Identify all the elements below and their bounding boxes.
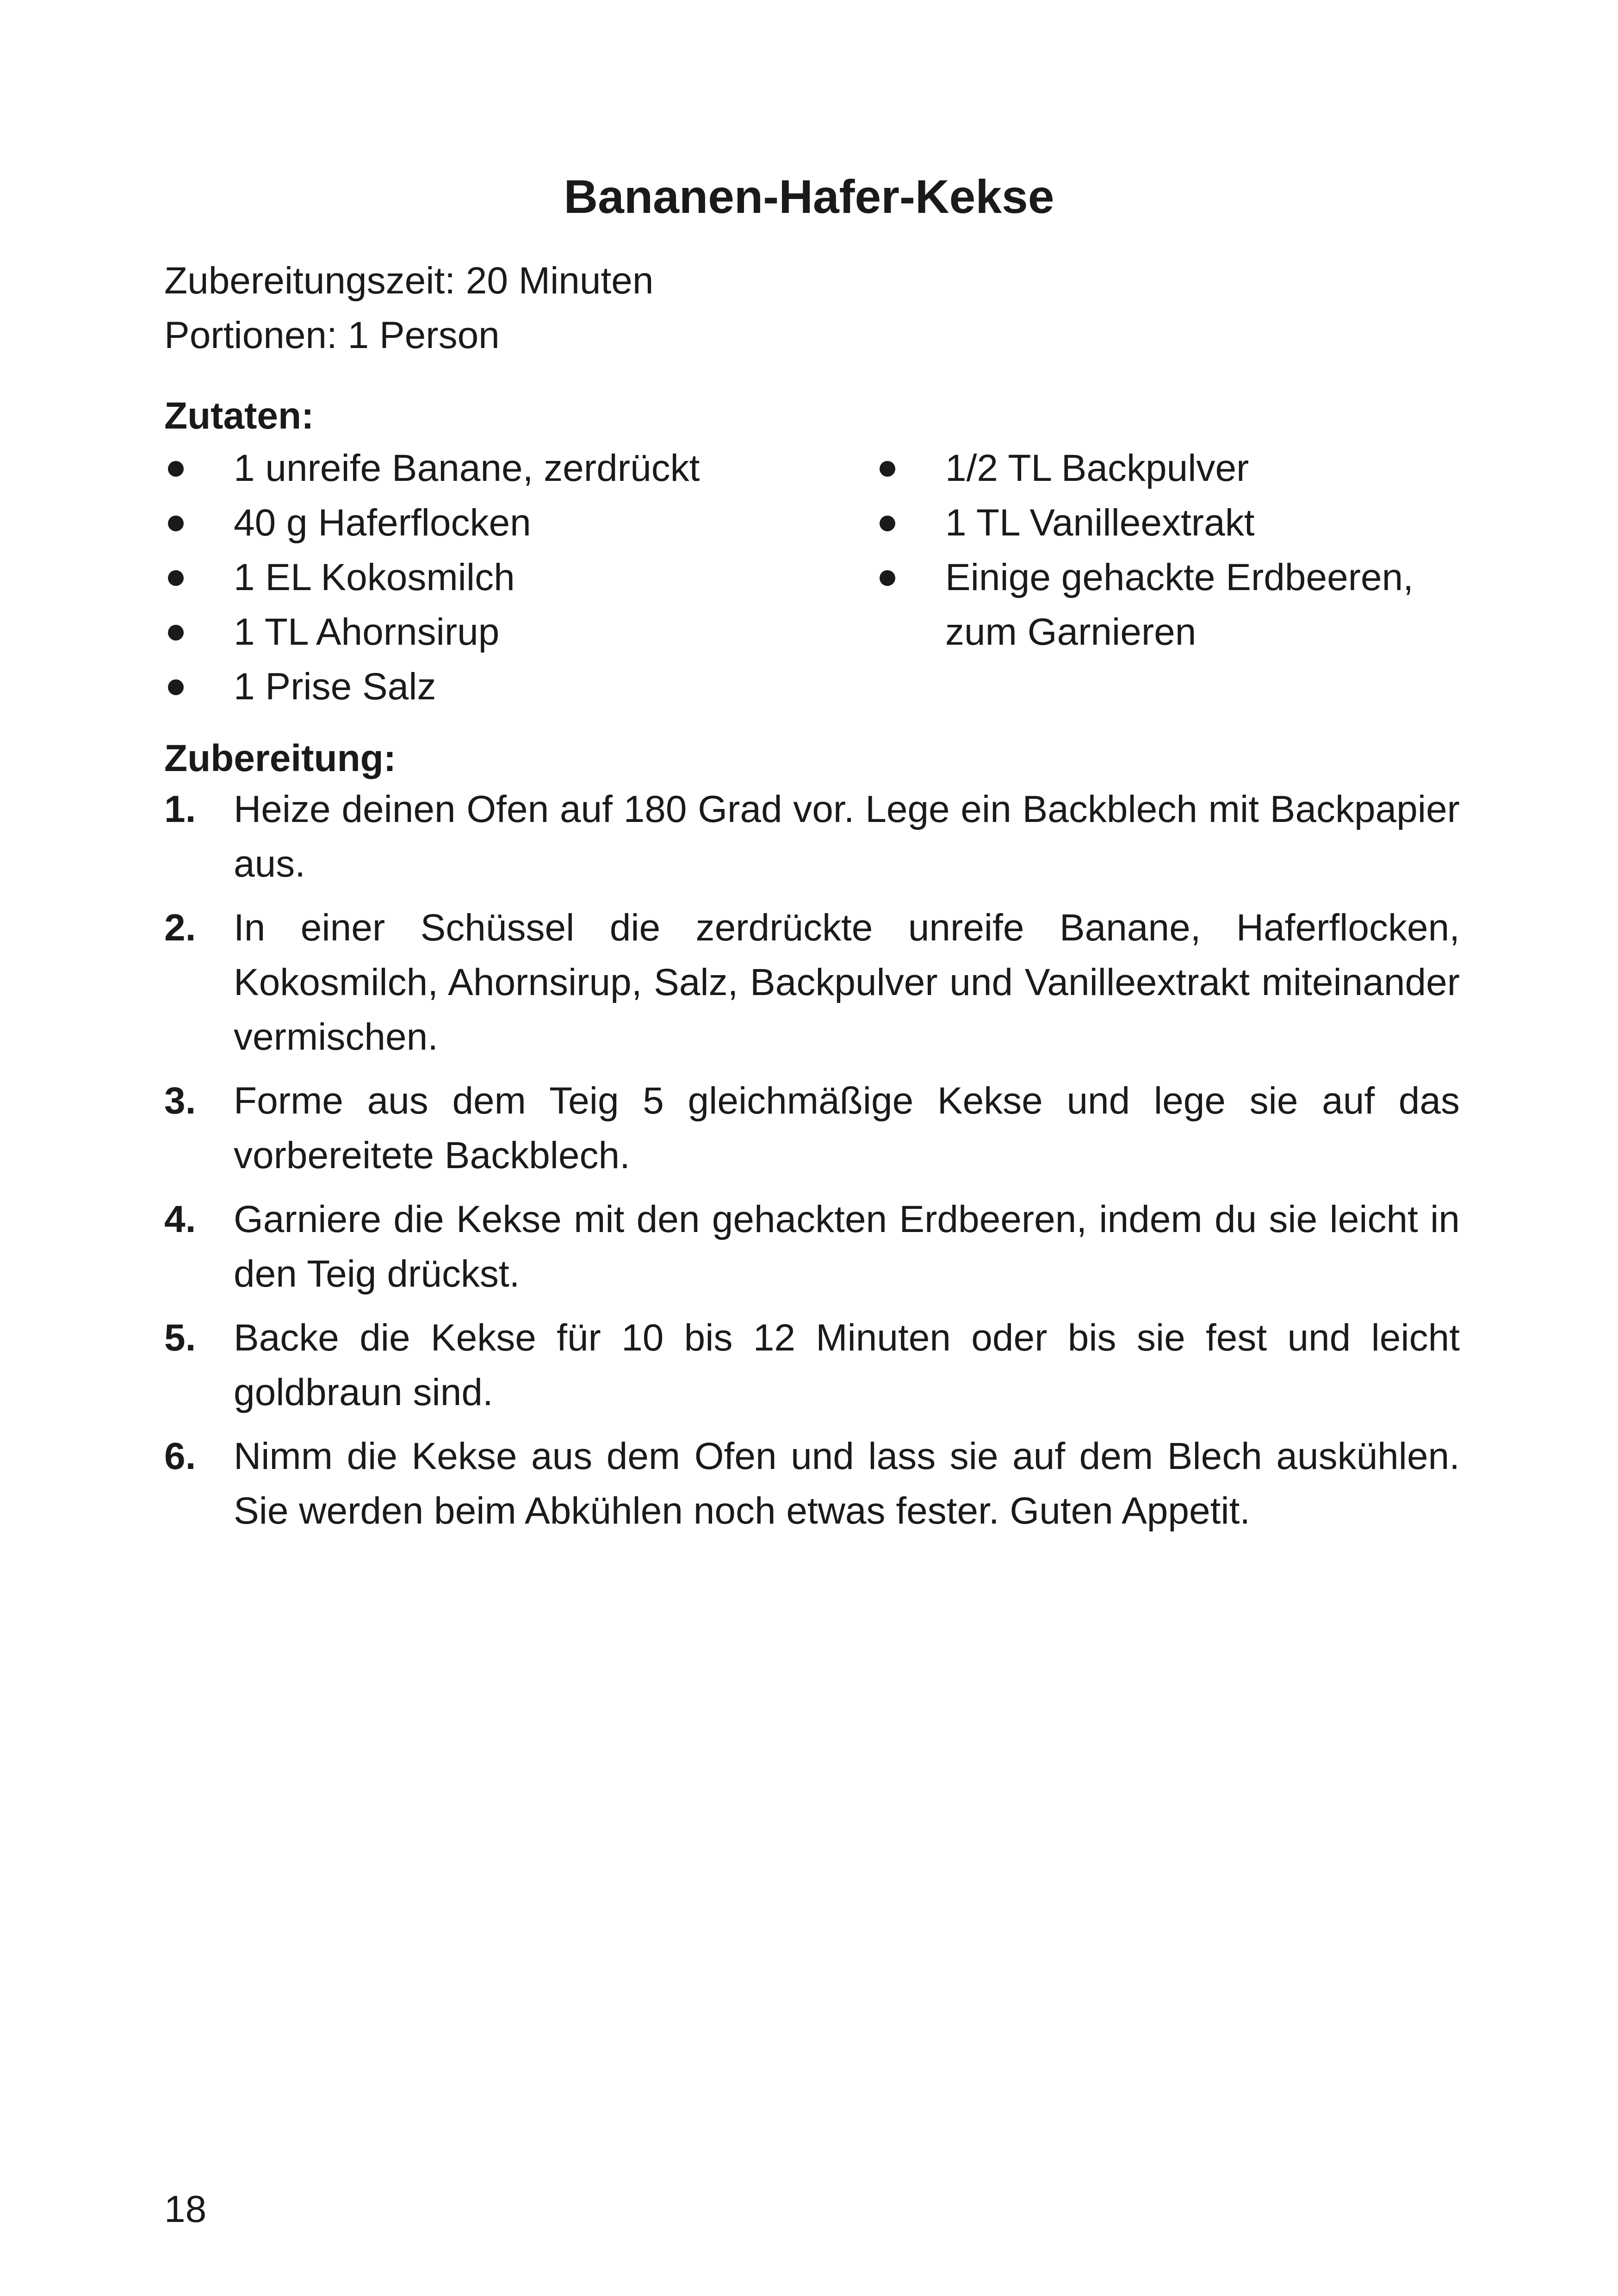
ingredient-item: Einige gehackte Erdbeeren, zum Garnieren — [876, 550, 1477, 660]
preparation-steps — [164, 782, 1460, 1548]
step-text: Garniere die Kekse mit den gehackten Erdbeeren, indem du sie leicht in den Teig drückst. — [234, 1198, 1460, 1295]
servings: Portionen: 1 Person — [164, 314, 500, 356]
bullet-icon — [168, 516, 184, 531]
ingredient-item: 1 EL Kokosmilch — [164, 550, 858, 605]
ingredients-list-right — [876, 441, 1477, 660]
bullet-icon — [168, 570, 184, 586]
prep-time: Zubereitungszeit: 20 Minuten — [164, 260, 654, 302]
step-item — [164, 901, 1460, 1064]
ingredient-item: 1 TL Ahornsirup — [164, 605, 858, 660]
step-number: 5. — [164, 1317, 196, 1359]
ingredient-item: 40 g Haferflocken — [164, 496, 858, 550]
bullet-icon — [880, 570, 895, 586]
bullet-icon — [880, 516, 895, 531]
ingredient-item: 1 TL Vanilleextrakt — [876, 496, 1477, 550]
step-item — [164, 1311, 1460, 1420]
bullet-icon — [168, 679, 184, 695]
step-item — [164, 1429, 1460, 1538]
step-item — [164, 1074, 1460, 1183]
ingredients-heading: Zutaten: — [164, 395, 314, 437]
step-number: 2. — [164, 907, 196, 949]
step-number: 6. — [164, 1435, 196, 1477]
bullet-icon — [168, 625, 184, 641]
page-number: 18 — [164, 2188, 207, 2230]
recipe-title: Bananen-Hafer-Kekse — [564, 170, 1054, 223]
ingredient-item: 1/2 TL Backpulver — [876, 441, 1477, 496]
preparation-heading: Zubereitung: — [164, 737, 397, 779]
step-number: 1. — [164, 788, 196, 830]
step-item — [164, 782, 1460, 891]
step-number: 3. — [164, 1080, 196, 1122]
bullet-icon — [880, 461, 895, 477]
ingredient-item: 1 Prise Salz — [164, 660, 858, 714]
ingredients-list-left — [164, 441, 858, 714]
step-text: Heize deinen Ofen auf 180 Grad vor. Lege ein Backblech mit Backpapier aus. — [234, 788, 1460, 885]
step-item — [164, 1192, 1460, 1301]
step-text: Backe die Kekse für 10 bis 12 Minuten oder bis sie fest und leicht goldbraun sind. — [234, 1317, 1460, 1413]
ingredient-item: 1 unreife Banane, zerdrückt — [164, 441, 858, 496]
step-text: Nimm die Kekse aus dem Ofen und lass sie auf dem Blech auskühlen. Sie werden beim Abkühlen noch etwas fester. Guten Appetit. — [234, 1435, 1460, 1532]
step-text: Forme aus dem Teig 5 gleichmäßige Kekse und lege sie auf das vorbereitete Backblech. — [234, 1080, 1460, 1176]
bullet-icon — [168, 461, 184, 477]
recipe-meta — [164, 254, 654, 363]
step-text: In einer Schüssel die zerdrückte unreife Banane, Haferflocken, Kokosmilch, Ahornsirup, Salz, Backpulver und Vanilleextrakt miteinander vermischen. — [234, 907, 1460, 1058]
step-number: 4. — [164, 1198, 196, 1240]
